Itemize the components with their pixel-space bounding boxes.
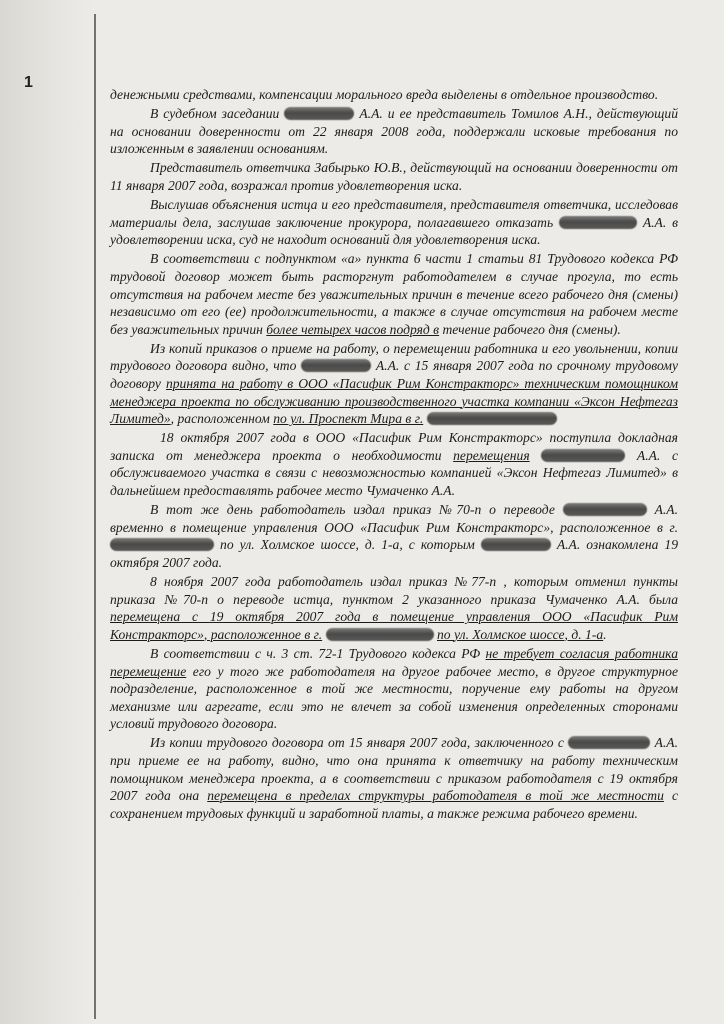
paragraph-4: Выслушав объяснения истца и его представителя, представителя ответчика, исследовав материалы дела, заслушав заключение прокурора, полагавшего отказать А.А. в удовлетворении иска, суд не находит оснований для удовлетворения иска. [110,197,678,248]
scan-edge-line [94,14,96,1019]
redacted-name [541,449,625,462]
redacted-city [427,412,557,425]
redacted-name [563,503,647,516]
paragraph-8: В тот же день работодатель издал приказ №70-п о переводе А.А. временно в помещение управления ООО «Пасифик Рим Констракторс», расположенное в г. по ул. Холмское шоссе, д. 1-а, с которым А.А. ознакомлена 19 октября 2007 года. [110,502,679,570]
paragraph-10: В соответствии с ч. 3 ст. 72-1 Трудового кодекса РФ не требует согласия работника перемещение его у того же работодателя на другое рабочее место, в другое структурное подразделение, расположенное в той же местности, поручение ему работы на другом механизме или агрегате, если это не влечет за собой изменения определенных сторонами условий трудового договора. [110,645,678,732]
page-number: 1 [24,74,33,91]
redacted-city [326,628,434,641]
paragraph-6: Из копий приказов о приеме на работу, о перемещении работника и его увольнении, копии трудового договора видно, что А.А. с 15 января 2007 года по срочному трудовому договору принята на работу в ООО «Пасифик Рим Констракторс» техническим помощником менеджера проекта по обслуживанию производственного участка компании «Эксон Нефтегаз Лимитед», расположенном по ул. Проспект Мира в г. [110,340,679,427]
redacted-name [559,216,637,229]
paragraph-2: В судебном заседании А.А. и ее представитель Томилов А.Н., действующий на основании доверенности от 22 января 2008 года, поддержали исковые требования по изложенным в заявлении основаниям. [110,106,678,157]
redacted-name [481,538,551,551]
paragraph-3: Представитель ответчика Забырько Ю.В., действующий на основании доверенности от 11 января 2007 года, возражал против удовлетворения иска. [110,160,678,193]
paragraph-9: 8 ноября 2007 года работодатель издал приказ №77-п , которым отменил пункты приказа №70-п о переводе истца, пунктом 2 указанного приказа Чумаченко А.А. была перемещена с 19 октября 2007 года в помещение управления ООО «Пасифик Рим Констракторс», расположенное в г. по ул. Холмское шоссе, д. 1-а. [110,574,678,642]
paragraph-7: 18 октября 2007 года в ООО «Пасифик Рим Констракторс» поступила докладная записка от менеджера проекта о необходимости перемещения А.А. с обслуживаемого участка в связи с невозможностью компанией «Эксон Нефтегаз Лимитед» в дальнейшем предоставлять рабочее место Чумаченко А.А. [110,430,678,499]
paragraph-5: В соответствии с подпунктом «а» пункта 6 части 1 статьи 81 Трудового кодекса РФ трудовой договор может быть расторгнут работодателем в случае прогула, то есть отсутствия на рабочем месте без уважительных причин в течение всего рабочего дня (смены) независимо от его (ее) продолжительности, а также в случае отсутствия на рабочем месте без уважительных причин более четырех часов подряд в течение рабочего дня (смены). [110,251,678,337]
redacted-name [568,736,650,749]
paragraph-11: Из копии трудового договора от 15 января 2007 года, заключенного с А.А. при приеме ее на работу, видно, что она принята к ответчику на работу техническим помощником менеджера проекта, а в соответствии с приказом работодателя с 19 октября 2007 года она перемещена в пределах структуры работодателя в той же местности с сохранением трудовых функций и заработной платы, а также режима рабочего времени. [110,735,678,821]
redacted-city [110,538,214,551]
paragraph-1: денежными средствами, компенсации морального вреда выделены в отдельное производство. [110,87,659,102]
scan-shadow [0,0,96,1024]
redacted-name [284,107,354,120]
redacted-name [301,359,371,372]
document-body [110,86,678,824]
